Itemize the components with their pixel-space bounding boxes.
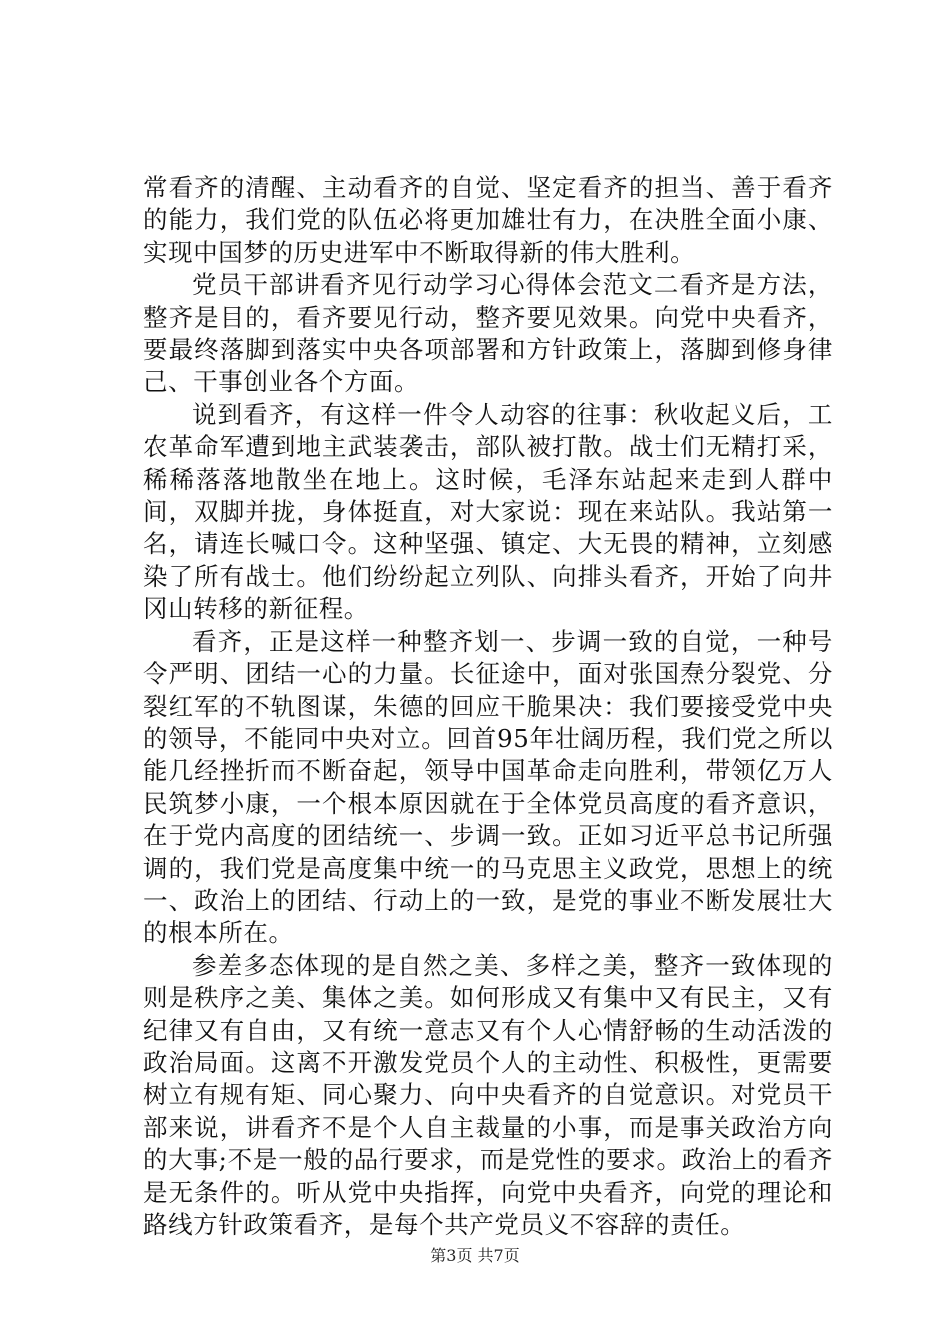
paragraph: 参差多态体现的是自然之美、多样之美，整齐一致体现的则是秩序之美、集体之美。如何形成又有集中又有民主，又有纪律又有自由，又有统一意志又有个人心情舒畅的生动活泼的政治局面。这离不开激发党员个人的主动性、积极性，更需要树立有规有矩、同心聚力、向中央看齐的自觉意识。对党员干部来说，讲看齐不是个人自主裁量的小事，而是事关政治方向的大事;不是一般的品行要求，而是党性的要求。政治上的看齐是无条件的。听从党中央指挥，向党中央看齐，向党的理论和路线方针政策看齐，是每个共产党员义不容辞的责任。 [143,950,833,1239]
paragraph: 看齐，正是这样一种整齐划一、步调一致的自觉，一种号令严明、团结一心的力量。长征途中，面对张国焘分裂党、分裂红军的不轨图谋，朱德的回应干脆果决：我们要接受党中央的领导，不能同中央对立。回首95年壮阔历程，我们党之所以能几经挫折而不断奋起，领导中国革命走向胜利，带领亿万人民筑梦小康，一个根本原因就在于全体党员高度的看齐意识，在于党内高度的团结统一、步调一致。正如习近平总书记所强调的，我们党是高度集中统一的马克思主义政党，思想上的统一、政治上的团结、行动上的一致，是党的事业不断发展壮大的根本所在。 [143,626,833,948]
document-body [143,172,833,1241]
paragraph: 党员干部讲看齐见行动学习心得体会范文二看齐是方法，整齐是目的，看齐要见行动，整齐要见效果。向党中央看齐，要最终落脚到落实中央各项部署和方针政策上，落脚到修身律己、干事创业各个方面。 [143,270,833,397]
paragraph: 说到看齐，有这样一件令人动容的往事：秋收起义后，工农革命军遭到地主武装袭击，部队被打散。战士们无精打采，稀稀落落地散坐在地上。这时候，毛泽东站起来走到人群中间，双脚并拢，身体挺直，对大家说：现在来站队。我站第一名，请连长喊口令。这种坚强、镇定、大无畏的精神，立刻感染了所有战士。他们纷纷起立列队、向排头看齐，开始了向井冈山转移的新征程。 [143,399,833,624]
paragraph-continuation: 常看齐的清醒、主动看齐的自觉、坚定看齐的担当、善于看齐的能力，我们党的队伍必将更加雄壮有力，在决胜全面小康、实现中国梦的历史进军中不断取得新的伟大胜利。 [143,173,833,267]
page-number-footer: 第3页 共7页 [430,1246,520,1265]
